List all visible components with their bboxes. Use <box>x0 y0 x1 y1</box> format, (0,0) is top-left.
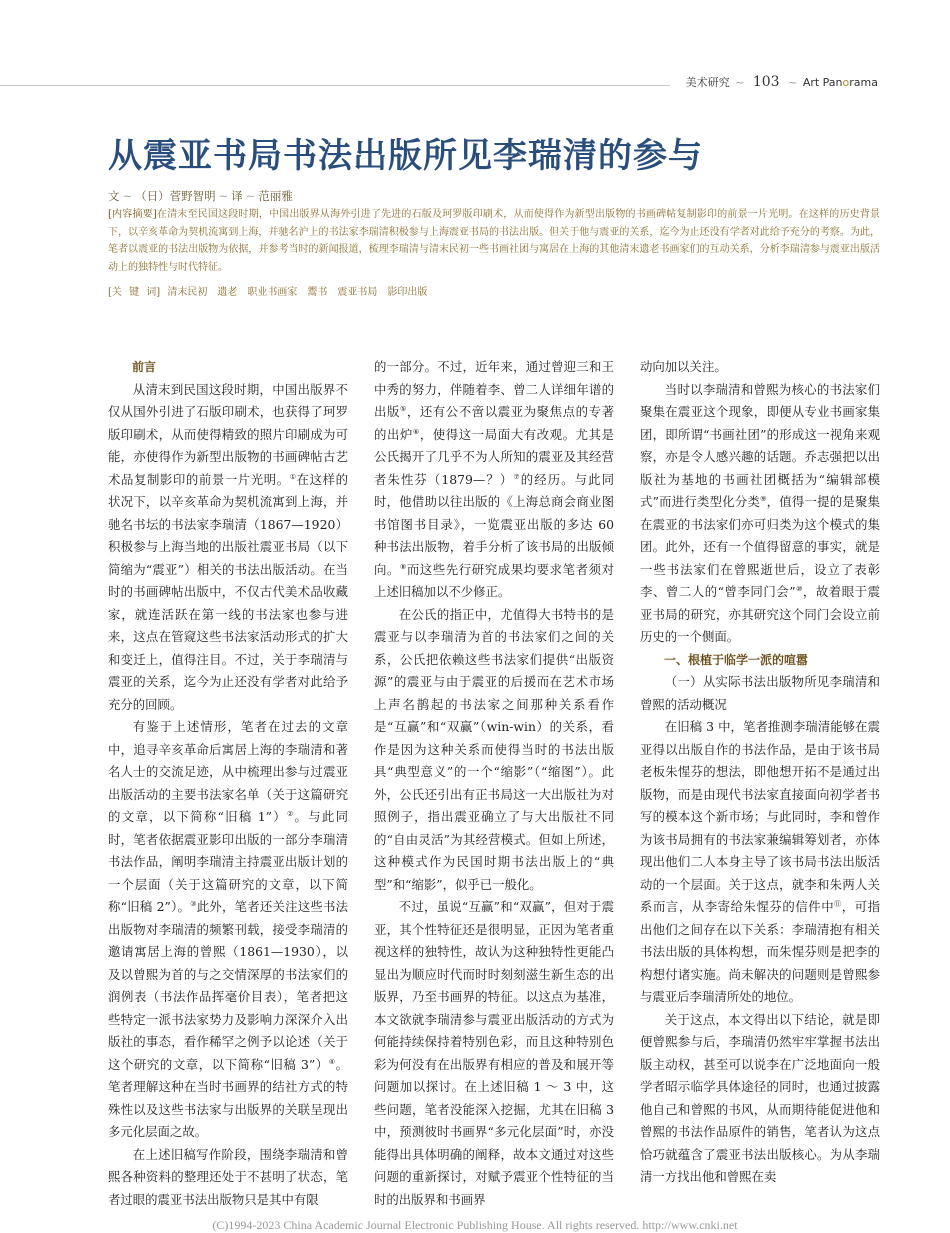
paragraph: 在旧稿 3 中，笔者推测李瑞清能够在震亚得以出版自作的书法作品，是由于该书局老板朱惺芬的想法，即他想开拓不是通过出版物，而是由现代书法家直接面向初学者书写的模本这个新市场；与此同时，李和曾作为该书局拥有的书法家兼编辑筹划者，亦体现出他们二人本身主导了该书局书法出版活动的一个层面。关于这点，就李和朱两人关系而言，从李寄给朱惺芬的信件中⑪，可指出他们之间存在以下关系：李瑞清抱有相关书法出版的具体构想，而朱惺芬则是把李的构想付诸实施。尚未解决的问题则是曾熙参与震亚后李瑞清所处的地位。 <box>640 719 881 1004</box>
keywords-label: [关 键 词] <box>108 287 161 298</box>
column-3 <box>640 356 880 1189</box>
paragraph: 不过，虽说“互赢”和“双赢”，但对于震亚，其个性特征还是很明显，正因为笔者重视这样的独特性，故认为这种独特性更能凸显出为顺应时代而时时刻刻滋生新生态的出版界，乃至书画界的特征。以这点为基准，本文欲就李瑞清参与震亚出版活动的方式为何能持续保持着特别色彩，而且这种特别色彩为何没有在出版界有相应的普及和展开等问题加以探讨。在上述旧稿 1 ～ 3 中，这些问题，笔者没能深入挖掘，尤其在旧稿 3 中，预测彼时书画界“多元化层面”时，亦没能得出具体明确的阐释，故本文通过对这些问题的重新探讨，对赋予震亚个性特征的当时的出版界和书画界 <box>374 899 614 1207</box>
page-number: 103 <box>752 74 780 90</box>
translator: 范丽雅 <box>258 189 293 203</box>
separator-tilde: ~ <box>788 76 798 89</box>
column-1 <box>108 356 348 1211</box>
header-rule <box>0 85 670 86</box>
keywords-list: 清末民初 遗老 职业书画家 鬻书 震亚书局 影印出版 <box>167 287 428 298</box>
paragraph: 从清末到民国这段时期，中国出版界不仅从国外引进了石版印刷术，也获得了珂罗版印刷术，从而使得精致的照片印刷成为可能，亦使得作为新型出版物的书画碑帖古艺术品复制影印的前景一片光明。①在这样的状况下，以辛亥革命为契机流寓到上海，并驰名书坛的书法家李瑞清（1867—1920）积极参与上海当地的出版社震亚书局（以下简缩为“震亚”）相关的书法出版活动。在当时的书画碑帖出版中，不仅古代美术品收藏家，就连活跃在第一线的书法家也参与进来，这点在管窥这些书法家活动形式的扩大和变迁上，值得注目。不过，关于李瑞清与震亚的关系，迄今为止还没有学者对此给予充分的回顾。 <box>108 381 348 712</box>
column-2 <box>374 356 614 1211</box>
byline: 文 ~ （日）菅野智明 ~ 译 ~ 范丽雅 <box>108 189 293 203</box>
paragraph: 动向加以关注。 <box>640 359 727 374</box>
keywords <box>108 283 880 298</box>
paragraph: 在上述旧稿写作阶段，围绕李瑞清和曾熙各种资料的整理还处于不甚明了状态，笔者过眼的震亚书法出版物只是其中有限 <box>108 1146 348 1207</box>
section-heading: 前言 <box>132 360 157 374</box>
section-heading: 一、根植于临学一派的喧嚣 <box>664 652 809 667</box>
copyright-footer: (C)1994-2023 China Academic Journal Electronic Publishing House. All rights reserved. http://www.cnki.net <box>212 1218 738 1232</box>
running-head <box>686 74 878 90</box>
abstract <box>108 206 880 276</box>
journal-section: 美术研究 <box>685 76 730 89</box>
paragraph: 有鉴于上述情形，笔者在过去的文章中，追寻辛亥革命后寓居上海的李瑞清和著名人士的交流足迹，从中梳理出参与过震亚出版活动的主要书法家名单（关于这篇研究的文章，以下简称“旧稿 1”）②。与此同时，笔者依据震亚影印出版的一部分李瑞清书法作品，阐明李瑞清主持震亚出版计划的一个层面（关于这篇研究的文章，以下简称“旧稿 2”）。③此外，笔者还关注这些书法出版物对李瑞清的频繁刊载，接受李瑞清的邀请寓居上海的曾熙（1861—1930），以及以曾熙为首的与之交情深厚的书法家们的润例表（书法作品挥毫价目表），笔者把这些特定一派书法家势力及影响力深深介入出版社的事态，看作稀罕之例予以论述（关于这个研究的文章，以下简称“旧稿 3”）④。笔者理解这种在当时书画界的结社方式的特殊性以及这些书法家与出版界的关联呈现出多元化层面之故。 <box>108 719 349 1139</box>
paragraph: 的一部分。不过，近年来，通过曾迎三和王中秀的努力，伴随着李、曾二人详细年谱的出版⑤，还有公不啻以震亚为聚焦点的专著的出炉⑥，使得这一局面大有改观。尤其是公氏揭开了几乎不为人所知的震亚及其经营者朱性芬（1879—？）⑦的经历。与此同时，他借助以往出版的《上海总商会商业图书馆图书目录》，一览震亚出版的多达 60 种书法出版物，着手分析了该书局的出版倾向。⑧而这些先行研究成果均要求笔者须对上述旧稿加以不少修正。 <box>374 359 614 599</box>
author: （日）菅野智明 <box>135 189 216 203</box>
abstract-label: [内容摘要] <box>108 209 157 220</box>
abstract-text: 在清末至民国这段时期，中国出版界从海外引进了先进的石版及珂罗版印刷术，从而使得作为新型出版物的书画碑帖复制影印的前景一片光明。在这样的历史背景下，以辛亥革命为契机流寓到上海，并驰名沪上的书法家李瑞清积极参与上海震亚书局的书法出版。但关于他与震亚的关系，迄今为止还没有学者对此给予充分的考察。为此，笔者以震亚的书法出版物为依据，并参考当时的新闻报道，梳理李瑞清与清末民初一些书画社团与寓居在上海的其他清末遗老书画家们的互动关系，分析李瑞清参与震亚出版活动上的独特性与时代特征。 <box>108 209 881 273</box>
journal-english-name: Art Panorama <box>802 76 878 89</box>
paragraph: 关于这点，本文得出以下结论，就是即便曾熙参与后，李瑞清仍然牢牢掌握书法出版主动权，甚至可以说李在广泛地面向一般学者昭示临学具体途径的同时，也通过披露他自己和曾熙的书风，从而期待能促进他和曾熙的书法作品原件的销售，笔者认为这点恰巧就蕴含了震亚书法出版核心。为从李瑞清一方找出他和曾熙在卖 <box>640 1011 880 1184</box>
subsection-heading: （一）从实际书法出版物所见李瑞清和曾熙的活动概况 <box>640 674 880 712</box>
article-title: 从震亚书局书法出版所见李瑞清的参与 <box>108 136 703 176</box>
separator-tilde: ~ <box>735 76 745 89</box>
paragraph: 当时以李瑞清和曾熙为核心的书法家们聚集在震亚这个现象，即便从专业书画家集团，即所谓“书画社团”的形成这一视角来观察，亦是令人感兴趣的话题。乔志强把以出版社为基地的书画社团概括为“编辑部模式”而进行类型化分类⑨，值得一提的是聚集在震亚的书法家们亦可归类为这个模式的集团。此外，还有一个值得留意的事实，就是一些书法家们在曾熙逝世后，设立了表彰李、曾二人的“曾李同门会”⑩，故着眼于震亚书局的研究，亦其研究这个同门会设立前历史的一个侧面。 <box>640 381 881 644</box>
paragraph: 在公氏的指正中，尤值得大书特书的是震亚与以李瑞清为首的书法家们之间的关系，公氏把依赖这些书法家们提供“出版资源”的震亚与由于震亚的后援而在艺术市场上声名鹊起的书法家之间那种关系看作是“互赢”和“双赢”（win-win）的关系，看作是因为这种关系而使得当时的书法出版具“典型意义”的一个“缩影”（“缩图”）。此外，公氏还引出有正书局这一大出版社为对照例子，指出震亚确立了与大出版社不同的“自由灵活”为其经营模式。但如上所述，这种模式作为民国时期书法出版上的“典型”和“缩影”，似乎已一般化。 <box>374 606 614 892</box>
